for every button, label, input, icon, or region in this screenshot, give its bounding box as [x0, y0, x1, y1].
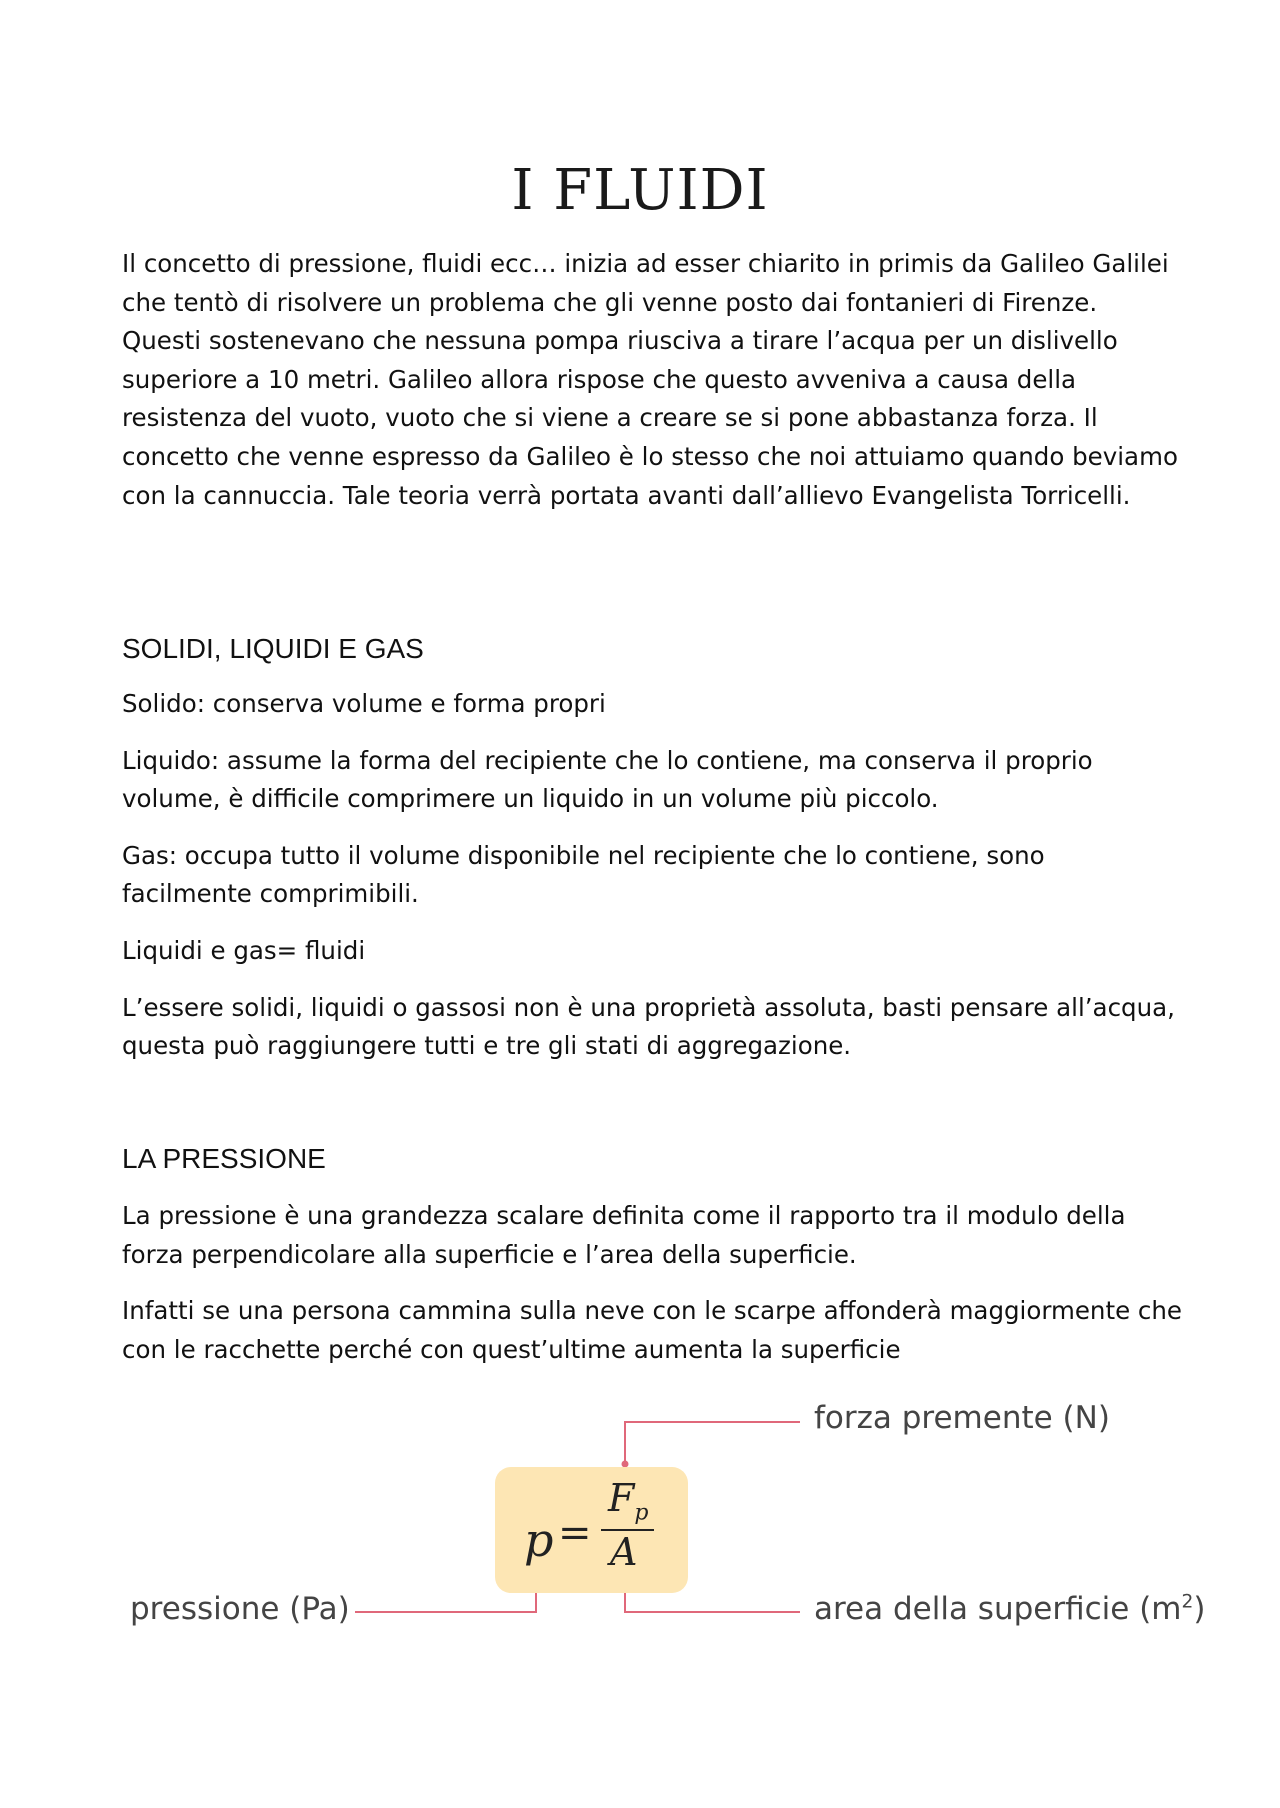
force-label: forza premente (N): [814, 1400, 1110, 1436]
area-label-text: area della superficie (m: [814, 1591, 1182, 1627]
paragraph: Gas: occupa tutto il volume disponibile nel recipiente che lo contiene, sono facilmente comprimibili.: [122, 840, 1045, 909]
paragraph: La pressione è una grandezza scalare definita come il rapporto tra il modulo della forza perpendicolare alla superficie e l’area della superficie.: [122, 1201, 1126, 1269]
intro-paragraph: [122, 245, 1182, 533]
area-label: [814, 1591, 1205, 1627]
area-label-close: ): [1193, 1591, 1206, 1627]
section-heading-pressione: LA PRESSIONE: [122, 1143, 326, 1174]
section-heading-solidi: SOLIDI, LIQUIDI E GAS: [122, 633, 424, 664]
paragraph: Liquidi e gas= fluidi: [122, 935, 366, 965]
formula-equals: =: [558, 1510, 592, 1556]
intro-text: Il concetto di pressione, fluidi ecc… inizia ad esser chiarito in primis da Galileo Galilei che tentò di risolvere un problema che gli venne posto dai fontanieri di Firenze. Questi sostenevano che nessuna pompa riusciva a tirare l’acqua per un dislivello superiore a 10 metri. Galileo allora rispose che questo avveniva a causa della resistenza del vuoto, vuoto che si viene a creare se si pone abbastanza forza. Il concetto che venne espresso da Galileo è lo stesso che noi attuiamo quando beviamo con la cannuccia. Tale teoria verrà portata avanti dall’allievo Evangelista Torricelli.: [122, 249, 1178, 510]
paragraph: Liquido: assume la forma del recipiente che lo contiene, ma conserva il proprio volume, è difficile comprimere un liquido in un volume più piccolo.: [122, 745, 1093, 814]
formula-force: [608, 1476, 648, 1526]
pressure-formula-diagram: [0, 1380, 1280, 1680]
area-label-exponent: 2: [1181, 1591, 1194, 1613]
paragraph: L’essere solidi, liquidi o gassosi non è una proprietà assoluta, basti pensare all’acqua, questa può raggiungere tutti e tre gli stati di aggregazione.: [122, 992, 1175, 1061]
section-pressione-body: [122, 1197, 1182, 1387]
paragraph: Infatti se una persona cammina sulla neve con le scarpe affonderà maggiormente che con le racchette perché con quest’ultime aumenta la superficie: [122, 1296, 1182, 1364]
paragraph: Solido: conserva volume e forma propri: [122, 689, 606, 718]
formula-force-symbol: F: [608, 1476, 635, 1520]
formula-p: p: [524, 1513, 554, 1567]
formula-area: A: [610, 1530, 638, 1574]
force-connector: [625, 1422, 800, 1464]
pressure-label: pressione (Pa): [130, 1591, 350, 1627]
section-solidi-body: [122, 685, 1182, 1084]
formula-force-subscript: p: [634, 1500, 649, 1526]
page-title: I FLUIDI: [511, 158, 769, 223]
